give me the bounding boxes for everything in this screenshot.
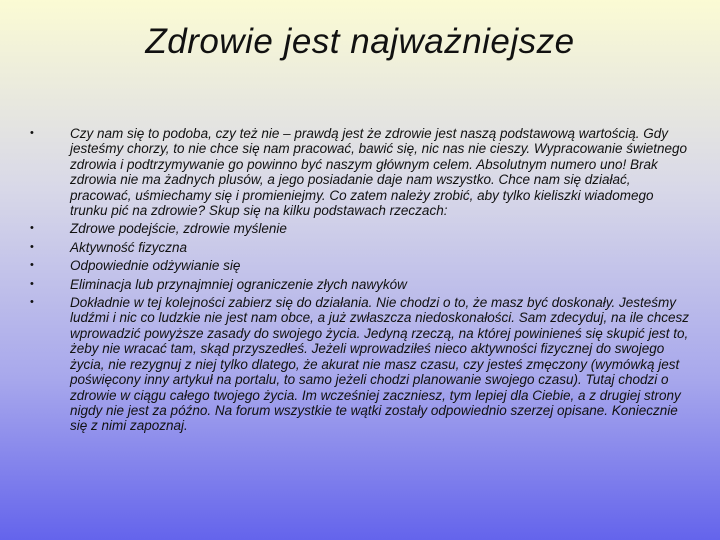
list-item (30, 295, 690, 434)
slide-title: Zdrowie jest najważniejsze (145, 22, 575, 61)
bullet-text: Dokładnie w tej kolejności zabierz się do działania. Nie chodzi o to, że masz być doskonały. Jesteśmy ludźmi i nic co ludzkie nie jest nam obce, a już zwłaszcza niedoskonałości. Sam zdecyduj, na ile chcesz wprowadzić powyższe zasady do swojego życia. Jedyną rzeczą, na której powinieneś się skupić jest to, żeby nie wracać tam, skąd przyszedłeś. Jeżeli wprowadziłeś nieco aktywności fizycznej do swojego życia, nie rezygnuj z niej tylko dlatego, że akurat nie masz czasu, czy jesteś zmęczony (wymówką jest poświęcony inny artykuł na portalu, to samo jeżeli chodzi planowanie swojego czasu). Tutaj chodzi o zdrowie w ciągu całego twojego życia. Im wcześniej zaczniesz, tym lepiej dla Ciebie, a z drugiej strony nigdy nie jest za późno. Na forum wszystkie te wątki zostały odpowiednio szerzej opisane. Koniecznie się z nimi zapoznaj. (70, 295, 690, 434)
bullet-text: Eliminacja lub przynajmniej ograniczenie złych nawyków (70, 276, 407, 292)
list-item (30, 240, 690, 255)
bullet-text: Aktywność fizyczna (70, 239, 188, 255)
bullet-icon: • (30, 277, 34, 290)
bullet-list (30, 126, 690, 437)
bullet-icon: • (30, 222, 34, 235)
bullet-text: Zdrowe podejście, zdrowie myślenie (70, 221, 287, 237)
bullet-icon: • (30, 259, 34, 272)
bullet-icon: • (30, 240, 34, 253)
bullet-icon: • (30, 127, 34, 139)
list-item (30, 277, 690, 292)
bullet-text: Odpowiednie odżywianie się (70, 258, 241, 274)
bullet-text: Czy nam się to podoba, czy też nie – prawdą jest że zdrowie jest naszą podstawową wartością. Gdy jesteśmy chorzy, to nie chce się nam pracować, bawić się, nic nas nie cieszy. Wypracowanie świetnego zdrowia i podtrzymywanie go powinno być naszym głównym celem. Absolutnym numero uno! Brak zdrowia nie ma żadnych plusów, a jego posiadanie daje nam wszystko. Chce nam się działać, pracować, uśmiechamy się i promieniejmy. Co zatem należy zrobić, aby tylko kieliszki wiadomego trunku pić na zdrowie? Skup się na kilku podstawach rzeczach: (70, 126, 688, 219)
list-item (30, 126, 690, 218)
list-item (30, 221, 690, 236)
bullet-icon: • (30, 296, 34, 309)
list-item (30, 258, 690, 273)
